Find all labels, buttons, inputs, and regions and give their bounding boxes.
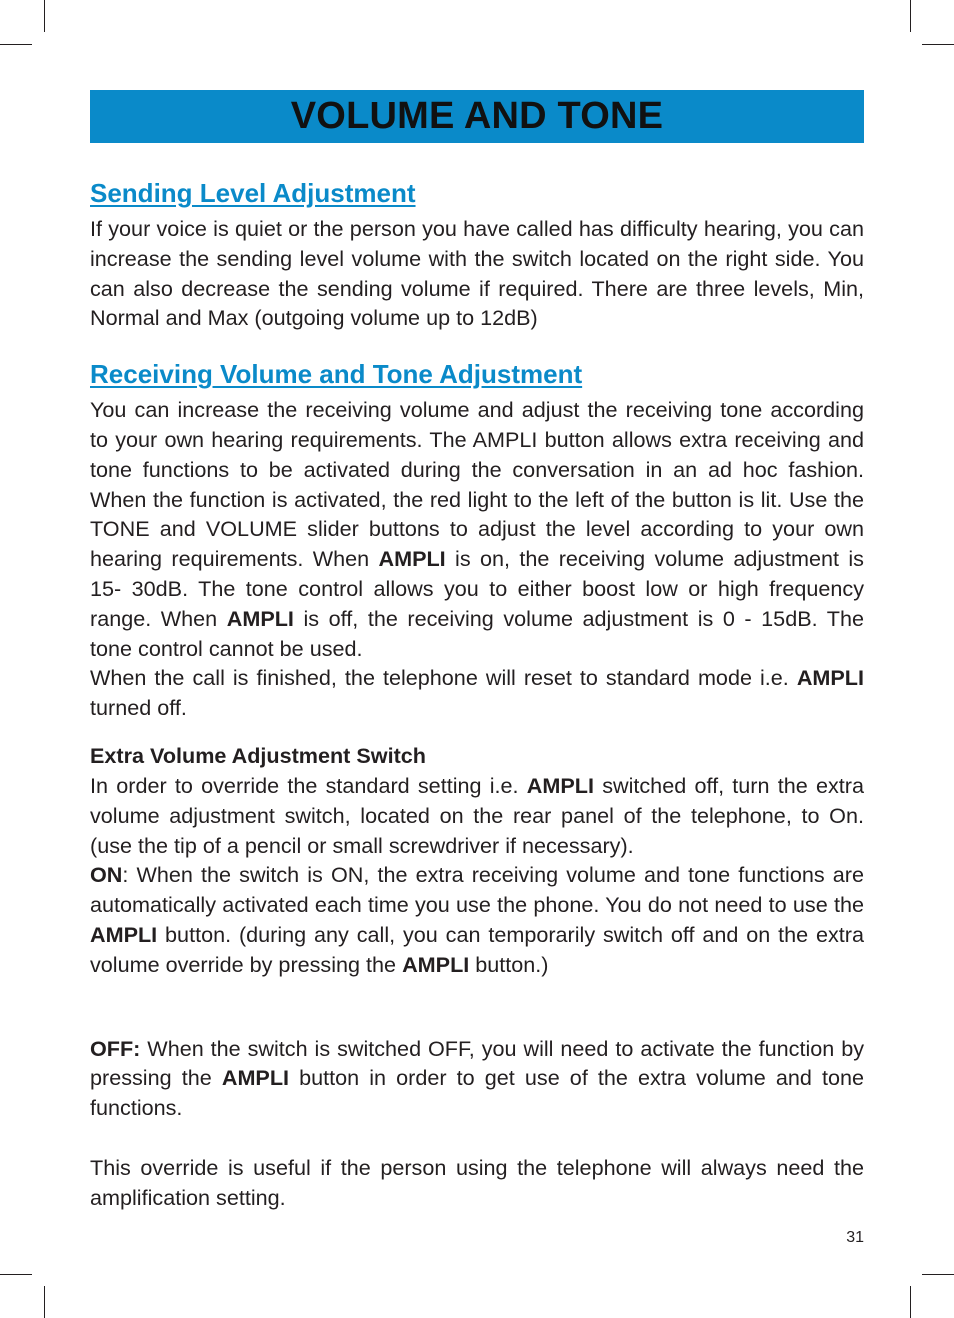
page-content [90, 176, 864, 1213]
ampli-term: AMPLI [526, 772, 594, 798]
off-label: OFF: [90, 1035, 141, 1061]
ampli-term: AMPLI [378, 546, 446, 572]
crop-mark [0, 44, 32, 45]
override-note-paragraph: This override is useful if the person using the telephone will always need the amplification setting. [90, 1154, 864, 1210]
crop-mark [44, 1286, 45, 1318]
ampli-term: AMPLI [221, 1065, 290, 1091]
ampli-term: AMPLI [226, 605, 294, 631]
crop-mark [910, 1286, 911, 1318]
ampli-term: AMPLI [90, 921, 158, 947]
title-banner [90, 90, 864, 143]
call-finished-paragraph [90, 663, 864, 723]
sending-level-paragraph: If your voice is quiet or the person you have called has difficulty hearing, you can increase the sending level volume with the switch located on the right side. You can also decrease the sending volume if required. There are three levels, Min, Normal and Max (outgoing volume up to 12dB) [90, 216, 864, 331]
on-label: ON [90, 862, 123, 888]
switch-off-paragraph [90, 1034, 864, 1123]
text-run: : When the switch is ON, the extra receiving volume and tone functions are automatically activated each time you use the phone. You do not need to use the [90, 862, 864, 918]
receiving-volume-paragraph [90, 395, 864, 663]
text-run: You can increase the receiving volume and adjust the receiving tone according to your own hearing requirements. The AMPLI button allows extra receiving and tone functions to be activated during the conversation in an ad hoc fashion. When the function is activated, the red light to the left of the button is lit. Use the TONE and VOLUME slider buttons to adjust the level according to your own hearing requirements. When [90, 397, 864, 572]
text-run: When the call is finished, the telephone will reset to standard mode i.e. [90, 665, 797, 691]
extra-volume-heading: Extra Volume Adjustment Switch [90, 742, 426, 768]
crop-mark [922, 44, 954, 45]
ampli-term: AMPLI [796, 665, 864, 691]
text-run: turned off. [90, 695, 187, 721]
crop-mark [922, 1274, 954, 1275]
switch-on-paragraph [90, 860, 864, 979]
sending-level-heading: Sending Level Adjustment [90, 178, 416, 208]
crop-mark [910, 0, 911, 32]
text-run: is off, the receiving volume adjustment is 0 - 15dB. The tone control cannot be used. [90, 605, 864, 661]
text-run: In order to override the standard setting i.e. [90, 772, 527, 798]
receiving-volume-heading: Receiving Volume and Tone Adjustment [90, 359, 583, 390]
text-run: button. (during any call, you can temporarily switch off and on the extra volume override by pressing the [90, 921, 864, 977]
ampli-term: AMPLI [402, 951, 470, 977]
crop-mark [0, 1274, 32, 1275]
text-run: button in order to get use of the extra volume and tone functions. [90, 1065, 864, 1121]
page-title: VOLUME AND TONE [290, 95, 664, 137]
text-run: button.) [469, 951, 549, 977]
text-run: switched off, turn the extra volume adjustment switch, located on the rear panel of the telephone, to On. (use the tip of a pencil or small screwdriver if necessary). [90, 772, 864, 858]
text-run: When the switch is switched OFF, you will need to activate the function by pressing the [90, 1035, 864, 1091]
text-run: is on, the receiving volume adjustment is 15- 30dB. The tone control allows you to either boost low or high frequency range. When [90, 546, 864, 631]
extra-volume-paragraph [90, 771, 864, 860]
crop-mark [44, 0, 45, 32]
page-number: 31 [846, 1229, 864, 1246]
